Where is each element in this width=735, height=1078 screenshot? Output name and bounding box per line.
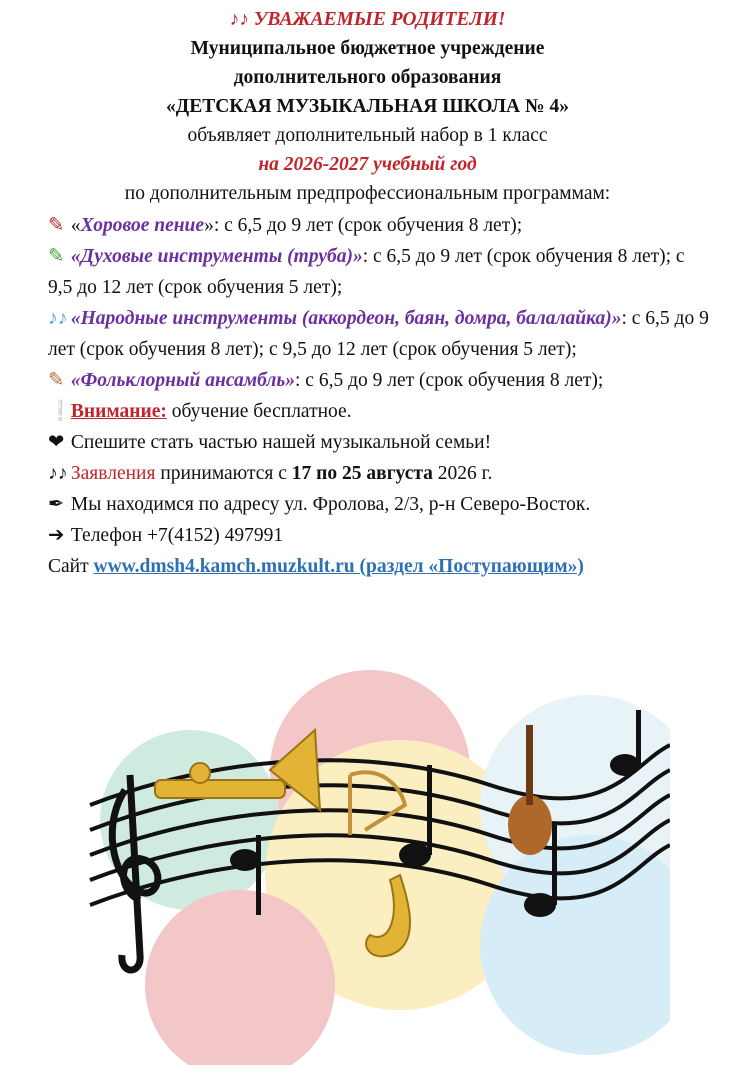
notice-label: Внимание: <box>70 401 167 422</box>
content-body <box>48 210 713 582</box>
music-notes-icon: ♪♪ <box>229 9 249 30</box>
violin-icon: ✎ <box>48 246 65 267</box>
exclamation-icon: ❕ <box>48 401 73 422</box>
program-name: «Духовые инструменты (труба)» <box>70 246 363 267</box>
site-label: Сайт <box>48 556 94 577</box>
org-line-2: дополнительного образования <box>233 67 502 88</box>
org-line-1: Муниципальное бюджетное учреждение <box>190 38 545 59</box>
pin-icon: ✒ <box>48 494 65 515</box>
address-line: ✒ Мы находимся по адресу ул. Фролова, 2/3, р-н Северо-Восток. <box>48 489 713 520</box>
program-name: Хоровое пение <box>80 215 205 236</box>
notice-line <box>48 396 713 427</box>
greeting-line <box>0 8 735 32</box>
program-name: «Фольклорный ансамбль» <box>70 370 295 391</box>
site-line <box>48 551 713 582</box>
notes-icon: ♪♪ <box>48 308 68 329</box>
announce-text: объявляет дополнительный набор в 1 класс <box>187 125 548 146</box>
program-item: ♪♪ «Народные инструменты (аккордеон, баян, домра, балалайка)»: с 6,5 до 9 лет (срок обучения 8 лет); с 9,5 до 12 лет (срок обучения 5 лет); <box>48 303 713 365</box>
program-item: ✎ «Духовые инструменты (труба)»: с 6,5 до 9 лет (срок обучения 8 лет); с 9,5 до 12 лет (срок обучения 5 лет); <box>48 241 713 303</box>
pencil-icon: ✎ <box>48 370 65 391</box>
notes-icon: ♪♪ <box>48 463 68 484</box>
phone-line: ➔ Телефон +7(4152) 497991 <box>48 520 713 551</box>
program-item: ✎ «Фольклорный ансамбль»: с 6,5 до 9 лет (срок обучения 8 лет); <box>48 365 713 396</box>
site-link[interactable]: www.dmsh4.kamch.muzkult.ru (раздел «Поступающим») <box>93 556 584 577</box>
academic-year: на 2026-2027 учебный год <box>258 154 477 175</box>
applications-line: ♪♪ Заявления принимаются с 17 по 25 августа 2026 г. <box>48 458 713 489</box>
school-name: «ДЕТСКАЯ МУЗЫКАЛЬНАЯ ШКОЛА № 4» <box>166 96 569 117</box>
applications-word: Заявления <box>70 463 156 484</box>
program-item: ✎ «Хоровое пение»: с 6,5 до 9 лет (срок обучения 8 лет); <box>48 210 713 241</box>
application-dates: 17 по 25 августа <box>291 463 433 484</box>
programs-intro: по дополнительным предпрофессиональным программам: <box>124 183 611 204</box>
greeting: УВАЖАЕМЫЕ РОДИТЕЛИ! <box>253 9 506 30</box>
motto-line: ❤ Спешите стать частью нашей музыкальной семьи! <box>48 427 713 458</box>
program-name: «Народные инструменты (аккордеон, баян, домра, балалайка)» <box>70 308 622 329</box>
phone-icon: ➔ <box>48 525 65 546</box>
pencil-icon: ✎ <box>48 215 65 236</box>
notice-text: обучение бесплатное. <box>166 401 352 422</box>
music-illustration <box>70 655 670 1065</box>
heart-icon: ❤ <box>48 432 65 453</box>
